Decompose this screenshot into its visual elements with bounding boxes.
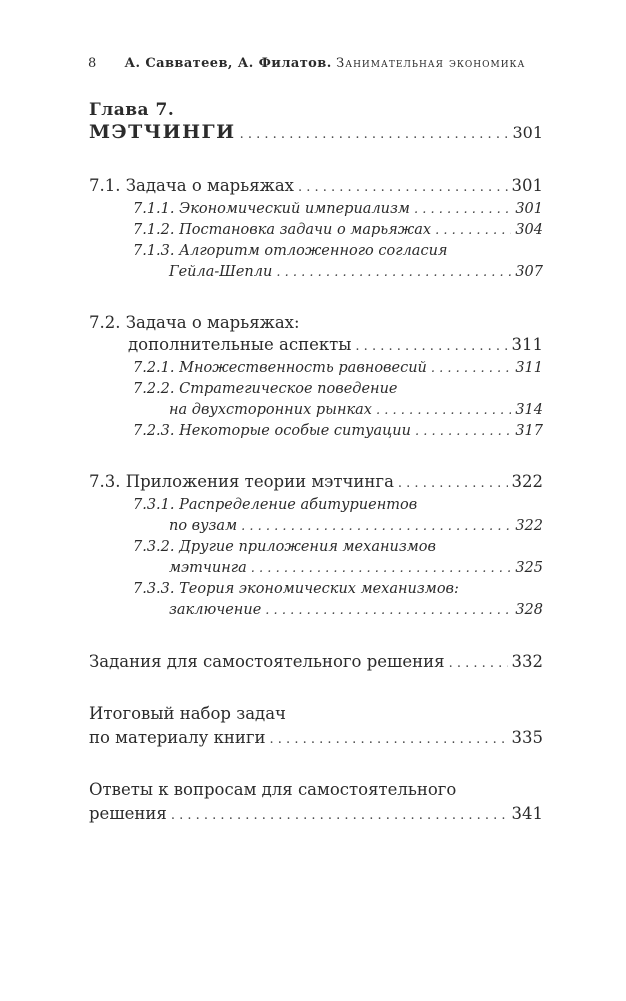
dot-leader [414, 199, 511, 220]
toc-entry-subsection[interactable] [89, 358, 543, 379]
subsection-title-cont: мэтчинга [169, 560, 247, 576]
chapter-label: Глава 7. [89, 100, 175, 120]
subsection-title-cont: по вузам [169, 518, 238, 534]
page-ref: 301 [512, 123, 543, 142]
toc-entry-subsection-line2[interactable] [89, 262, 543, 283]
page-ref: 328 [515, 602, 543, 618]
dot-leader [240, 124, 509, 146]
toc-entry-subsection-line2[interactable] [89, 516, 543, 537]
subsection-title: 7.1.3. Алгоритм отложенного согласия [133, 243, 448, 259]
entry-title-cont: решения [89, 804, 167, 823]
toc-entry-subsection[interactable] [89, 199, 543, 220]
page-ref: 332 [511, 652, 543, 671]
page-ref: 311 [511, 335, 543, 354]
toc-entry-final-problems-line1[interactable] [89, 702, 543, 726]
dot-leader [355, 336, 507, 358]
page-ref: 322 [515, 518, 543, 534]
dot-leader [298, 177, 508, 199]
dot-leader [276, 262, 511, 283]
entry-title: Ответы к вопросам для самостоятельного [89, 780, 457, 799]
subsection-title: 7.3.1. Распределение абитуриентов [133, 497, 418, 513]
toc-entry-subsection-line1[interactable] [89, 579, 543, 600]
dot-leader [265, 600, 511, 621]
running-header [88, 56, 566, 71]
dot-leader [435, 220, 511, 241]
dot-leader [171, 804, 508, 828]
page-ref: 317 [515, 423, 543, 439]
dot-leader [241, 516, 511, 537]
dot-leader [270, 728, 508, 752]
toc-entry-chapter[interactable] [89, 121, 543, 146]
subsection-title-cont: на двухсторонних рынках [169, 402, 372, 418]
toc-entry-subsection[interactable] [89, 220, 543, 241]
table-of-contents [89, 99, 543, 828]
page-ref: 325 [515, 560, 543, 576]
toc-entry-section-line1[interactable] [89, 312, 543, 334]
header-authors: А. Савватеев, А. Филатов. [124, 56, 332, 71]
subsection-title: 7.3.2. Другие приложения механизмов [133, 539, 436, 555]
toc-entry-subsection-line1[interactable] [89, 537, 543, 558]
section-title: 7.1. Задача о марьяжах [89, 176, 294, 195]
page-ref: 307 [515, 264, 543, 280]
page-ref: 335 [511, 728, 543, 747]
toc-entry-section[interactable] [89, 175, 543, 199]
subsection-title: 7.1.1. Экономический империализм [133, 201, 410, 217]
toc-entry-section[interactable] [89, 471, 543, 495]
page-ref: 322 [511, 472, 543, 491]
dot-leader [449, 652, 508, 676]
page-ref: 301 [511, 176, 543, 195]
dot-leader [251, 558, 512, 579]
subsection-title: 7.3.3. Теория экономических механизмов: [133, 581, 459, 597]
page-number: 8 [88, 56, 97, 71]
page-ref: 314 [515, 402, 543, 418]
dot-leader [415, 421, 511, 442]
toc-entry-subsection-line2[interactable] [89, 558, 543, 579]
entry-title: Итоговый набор задач [89, 704, 286, 723]
section-title: 7.2. Задача о марьяжах: [89, 313, 300, 332]
toc-entry-subsection-line2[interactable] [89, 400, 543, 421]
page-ref: 311 [515, 360, 543, 376]
subsection-title: 7.2.1. Множественность равновесий [133, 360, 427, 376]
subsection-title-cont: заключение [169, 602, 262, 618]
dot-leader [376, 400, 511, 421]
toc-entry-answers-line1[interactable] [89, 778, 543, 802]
page-ref: 301 [515, 201, 543, 217]
toc-entry-subsection[interactable] [89, 421, 543, 442]
toc-entry-subsection-line1[interactable] [89, 495, 543, 516]
section-title: 7.3. Приложения теории мэтчинга [89, 472, 394, 491]
toc-entry-final-problems-line2[interactable] [89, 726, 543, 752]
header-book-title: Занимательная экономика [336, 56, 526, 71]
section-title-cont: дополнительные аспекты [128, 335, 352, 354]
subsection-title: 7.2.3. Некоторые особые ситуации [133, 423, 411, 439]
dot-leader [431, 358, 511, 379]
entry-title: Задания для самостоятельного решения [89, 652, 445, 671]
page-ref: 341 [511, 804, 543, 823]
toc-entry-subsection-line2[interactable] [89, 600, 543, 621]
toc-entry-exercises[interactable] [89, 650, 543, 676]
toc-entry-subsection-line1[interactable] [89, 241, 543, 262]
toc-entry-section-line2[interactable] [89, 334, 543, 358]
entry-title-cont: по материалу книги [89, 728, 266, 747]
dot-leader [398, 473, 508, 495]
subsection-title: 7.1.2. Постановка задачи о марьяжах [133, 222, 432, 238]
toc-entry-subsection-line1[interactable] [89, 379, 543, 400]
subsection-title: 7.2.2. Стратегическое поведение [133, 381, 398, 397]
subsection-title-cont: Гейла-Шепли [169, 264, 273, 280]
toc-entry-answers-line2[interactable] [89, 802, 543, 828]
page-ref: 304 [515, 222, 543, 238]
chapter-title: МЭТЧИНГИ [89, 121, 236, 143]
